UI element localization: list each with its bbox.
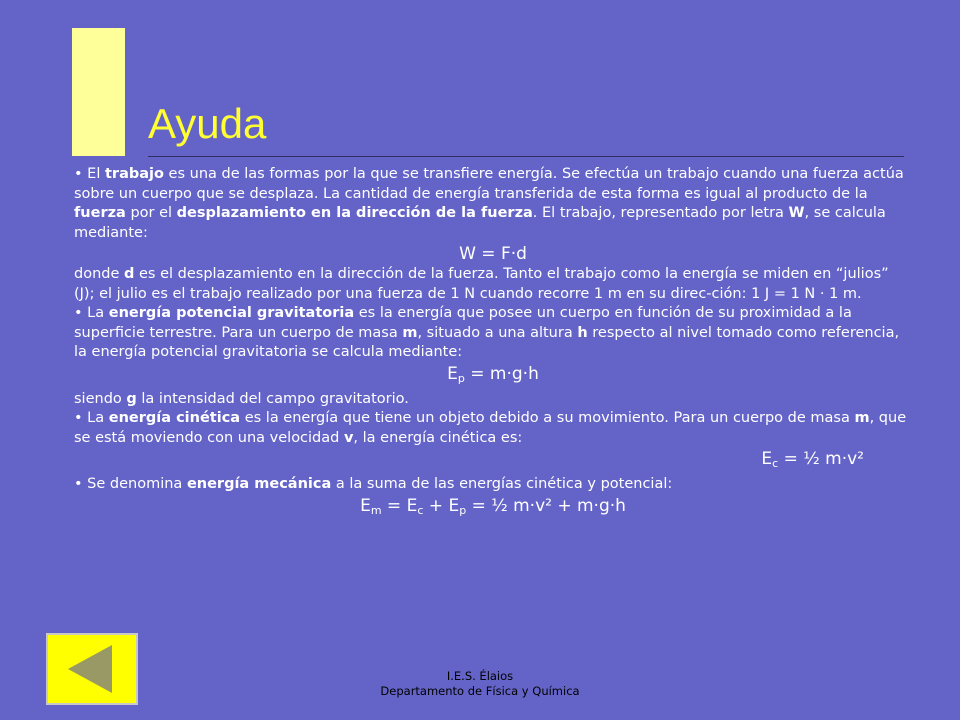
formula-mechanical (74, 495, 912, 522)
back-button[interactable] (46, 633, 138, 705)
term-fuerza: fuerza (74, 205, 126, 221)
paragraph-gravedad (74, 390, 912, 410)
term-m: m (402, 324, 418, 341)
bullet: • (74, 410, 88, 426)
text: , la energía cinética es: (353, 429, 523, 446)
paragraph-trabajo (74, 165, 912, 243)
text: es la energía que tiene un objeto debido a su movimiento. Para un cuerpo de masa (240, 410, 855, 426)
text: es el desplazamiento en la dirección de la fuerza. Tanto el trabajo como la energía se miden en “julios” (J); el julio es el trabajo realizado por una fuerza de 1 N cuando recorre 1 m en su direc-ción: 1 J = 1 N · 1 m. (74, 266, 889, 302)
formula-kinetic (74, 448, 912, 475)
term-w: W (788, 205, 805, 221)
formula-subscript: p (459, 503, 467, 517)
formula-expression: = m·g·h (464, 363, 539, 384)
text: siendo (74, 390, 127, 407)
term-energia-potencial: energía potencial gravitatoria (108, 305, 355, 321)
bullet: • (74, 166, 88, 182)
formula-symbol: E (761, 449, 773, 469)
text: es una de las formas por la que se transfiere energía. Se efectúa un trabajo cuando una fuerza actúa sobre un cuerpo que se desplaza. La cantidad de energía transferida de esta forma es igual al producto de la (74, 166, 904, 202)
term-g: g (126, 390, 137, 407)
paragraph-cinetica (74, 409, 912, 448)
term-d: d (124, 266, 135, 282)
formula-expression: = E (381, 495, 418, 516)
formula-potential (74, 363, 912, 390)
paragraph-mecanica (74, 475, 912, 495)
footer-department: Departamento de Física y Química (380, 684, 580, 698)
formula-symbol: E (360, 495, 371, 516)
formula-subscript: c (417, 503, 424, 517)
footer (300, 669, 660, 699)
help-content (74, 165, 912, 522)
term-m: m (854, 410, 870, 426)
accent-bar (72, 28, 125, 156)
text: . El trabajo, representado por letra (532, 205, 789, 221)
term-trabajo: trabajo (104, 166, 164, 182)
bullet: • (74, 305, 88, 321)
footer-school: I.E.S. Élaios (446, 669, 514, 683)
term-h: h (577, 324, 588, 341)
text: es la energía que posee un cuerpo en función de su proximidad a la superficie terrestre. Para un cuerpo de masa (74, 305, 852, 341)
page-title: Ayuda (148, 100, 267, 147)
text: La (87, 305, 109, 321)
formula-subscript: m (370, 503, 382, 517)
term-energia-cinetica: energía cinética (108, 410, 241, 426)
formula-work: W = F·d (459, 244, 527, 264)
text: La (87, 410, 109, 426)
text: , situado a una altura (417, 324, 578, 341)
text: Se denomina (87, 476, 187, 492)
text: a la suma de las energías cinética y potencial: (331, 476, 673, 492)
text: la intensidad del campo gravitatorio. (136, 390, 409, 407)
title-divider (148, 156, 904, 157)
formula-expression: + E (423, 495, 460, 516)
paragraph-potencial (74, 304, 912, 363)
text: El (87, 166, 105, 182)
bullet: • (74, 476, 88, 492)
back-triangle-icon (48, 635, 136, 703)
text: donde (74, 266, 124, 282)
text: , se calcula mediante: (74, 205, 886, 241)
formula-expression: = ½ m·v² + m·g·h (466, 495, 626, 516)
text: , que se está moviendo con una velocidad (74, 410, 907, 446)
formula-subscript: p (457, 371, 465, 385)
term-desplazamiento: desplazamiento en la dirección de la fuerza (176, 205, 533, 221)
term-energia-mecanica: energía mecánica (186, 476, 332, 492)
paragraph-julio (74, 265, 912, 304)
formula-subscript: c (772, 457, 779, 470)
text: respecto al nivel tomado como referencia, la energía potencial gravitatoria se calcula mediante: (74, 324, 900, 360)
text: por el (125, 205, 177, 221)
formula-expression: = ½ m·v² (778, 449, 864, 469)
formula-symbol: E (447, 363, 458, 384)
term-v: v (343, 429, 354, 446)
